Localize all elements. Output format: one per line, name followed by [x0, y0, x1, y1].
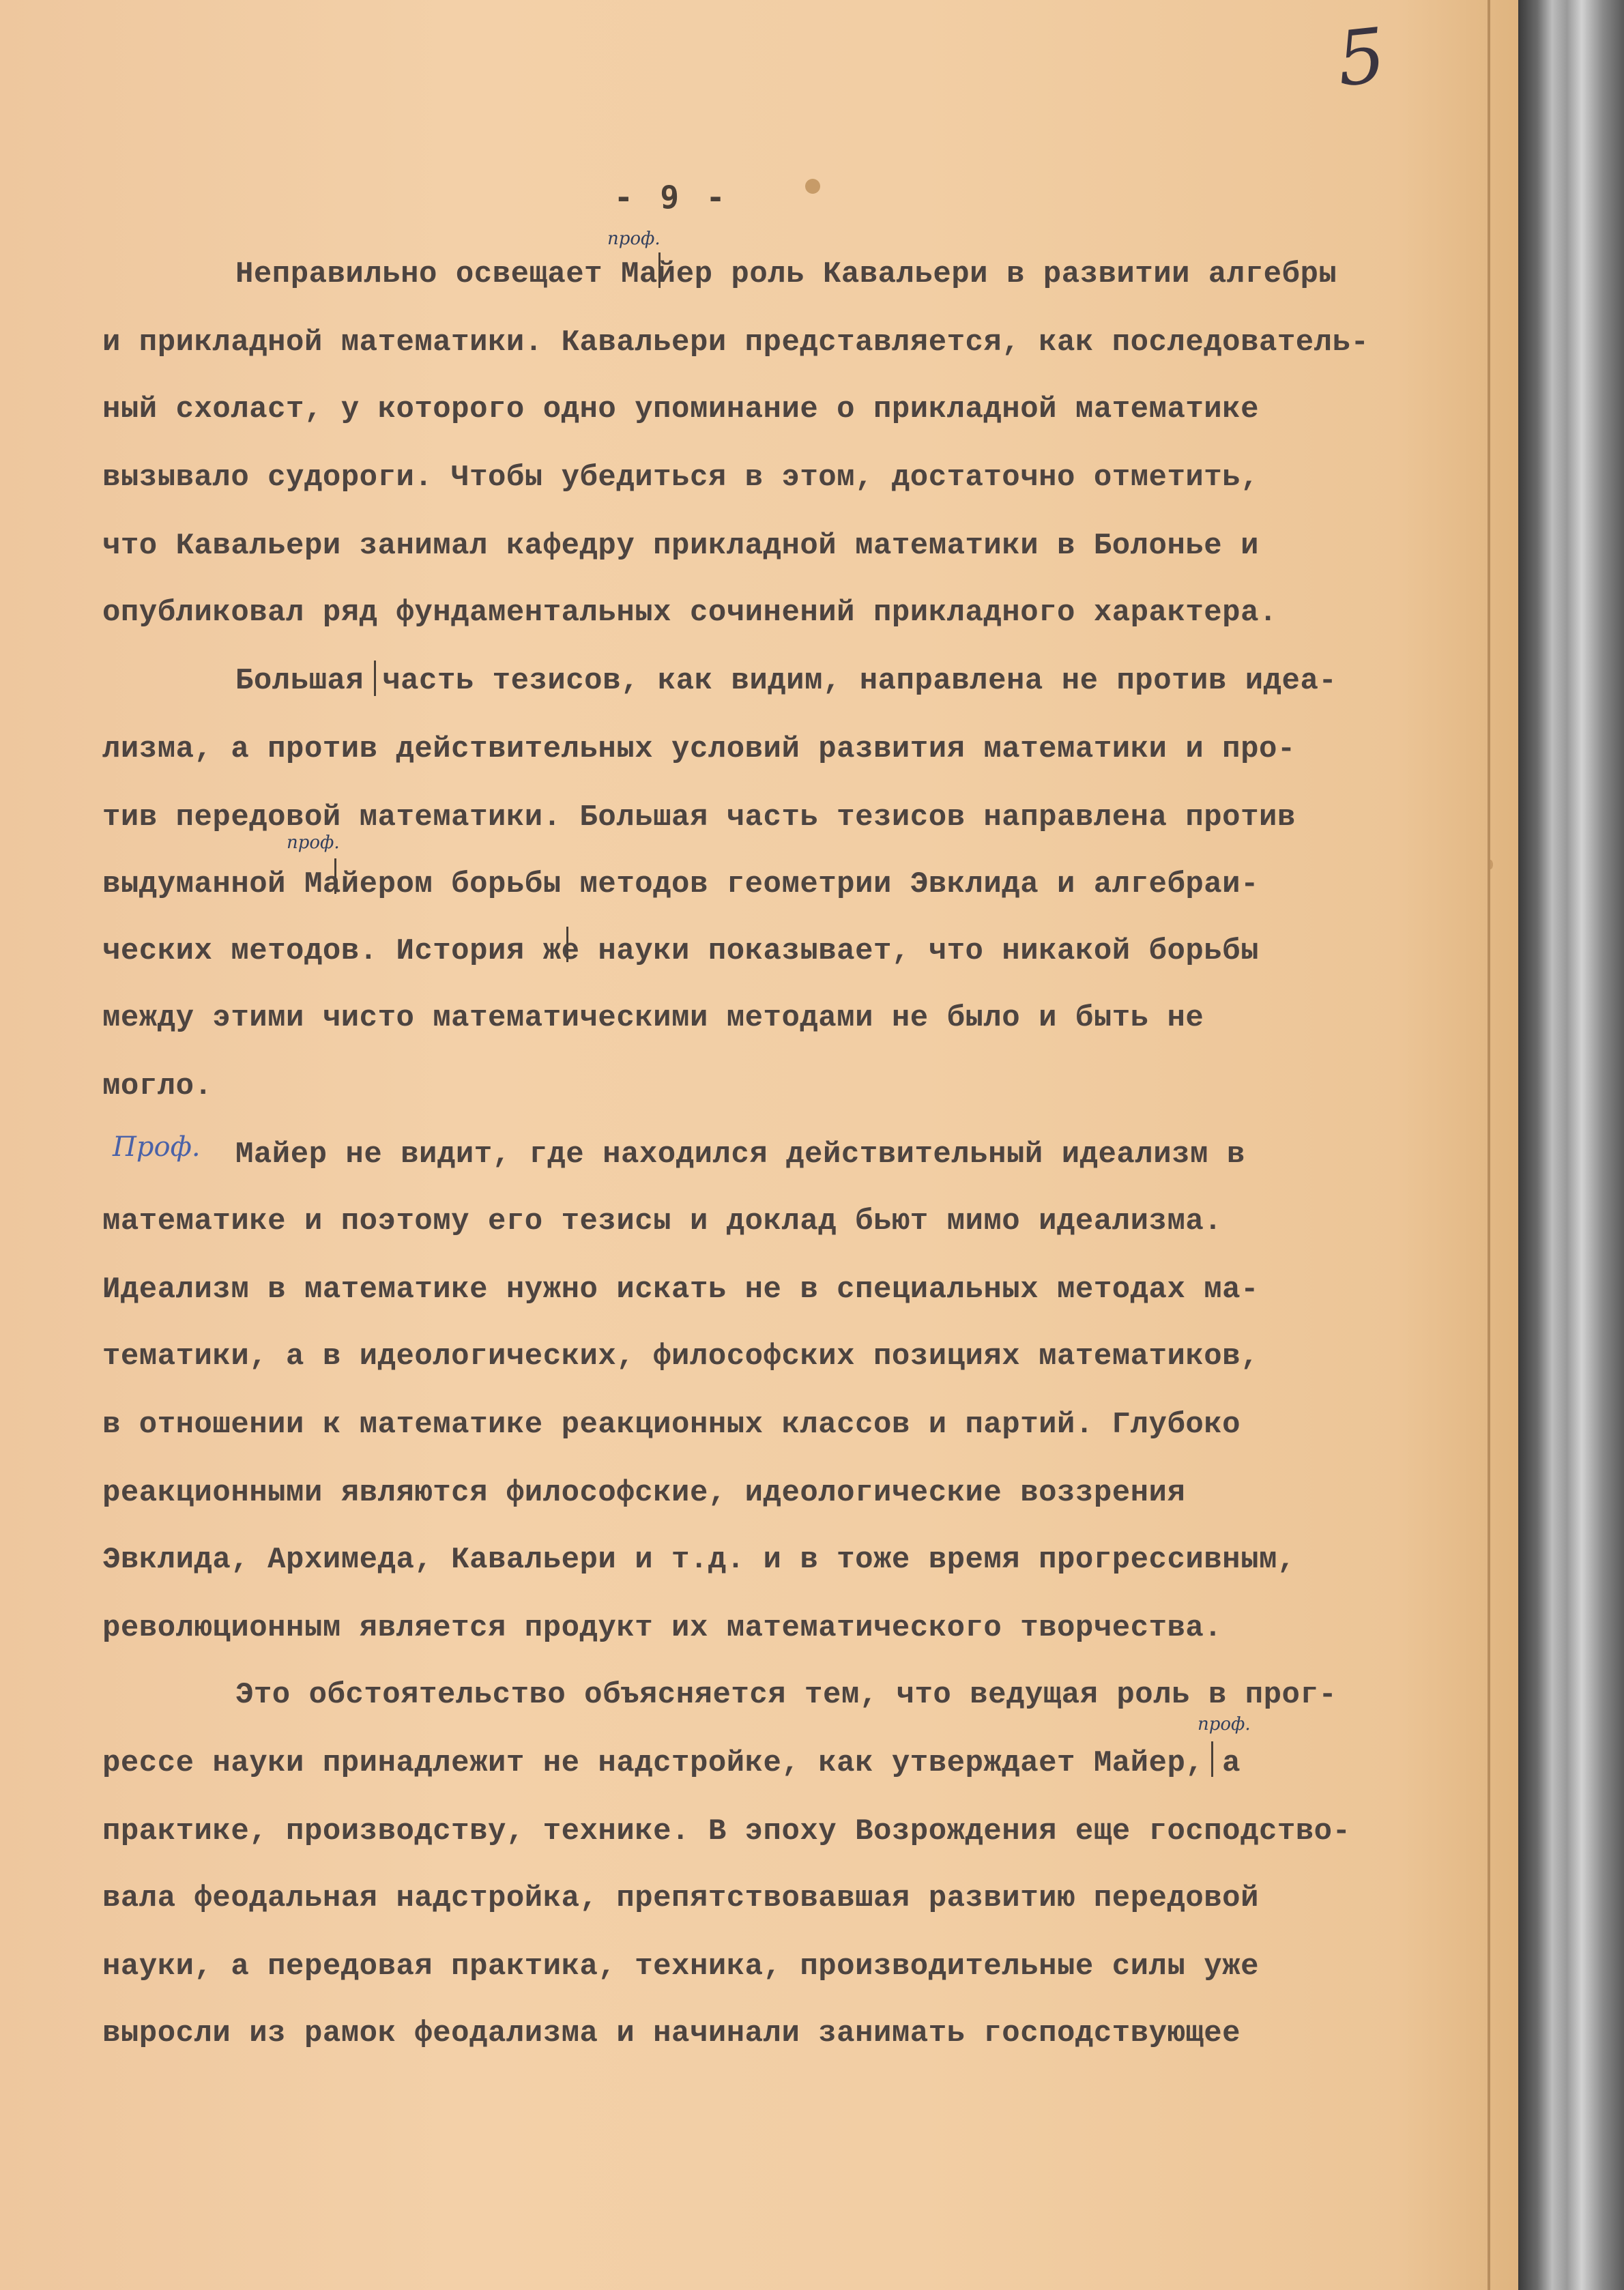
text-line: выдуманной Майером борьбы методов геометрии Эвклида и алгебраи-: [102, 867, 1259, 901]
binding-edge: [1518, 0, 1624, 2290]
handwritten-note: проф.: [287, 832, 340, 853]
paper-spot: [805, 179, 820, 194]
text-line: математике и поэтому его тезисы и доклад бьют мимо идеализма.: [102, 1204, 1223, 1238]
text-line: могло.: [102, 1069, 213, 1103]
text-line: науки, а передовая практика, техника, производительные силы уже: [102, 1950, 1259, 1984]
text-line: Идеализм в математике нужно искать не в специальных методах ма-: [102, 1273, 1259, 1307]
text-line: революционным является продукт их математического творчества.: [102, 1611, 1223, 1645]
page-fold-line: [1488, 0, 1490, 2290]
text-line: Это обстоятельство объясняется тем, что ведущая роль в прог-: [235, 1678, 1337, 1712]
text-line: и прикладной математики. Кавальери представляется, как последователь-: [102, 325, 1369, 360]
text-line: реакционными являются философские, идеологические воззрения: [102, 1476, 1186, 1510]
archive-page-number: 5: [1333, 11, 1390, 104]
text-line: Эвклида, Архимеда, Кавальери и т.д. и в тоже время прогрессивным,: [102, 1543, 1296, 1577]
text-line: вызывало судороги. Чтобы убедиться в этом, достаточно отметить,: [102, 461, 1259, 495]
text-line: вала феодальная надстройка, препятствовавшая развитию передовой: [102, 1881, 1259, 1915]
text-line: между этими чисто математическими методами не было и быть не: [102, 1001, 1204, 1035]
text-line: Неправильно освещает Майер роль Кавальери в развитии алгебры: [235, 257, 1337, 291]
text-line: опубликовал ряд фундаментальных сочинений прикладного характера.: [102, 596, 1277, 630]
text-line: в отношении к математике реакционных классов и партий. Глубоко: [102, 1408, 1241, 1442]
text-line: Большая часть тезисов, как видим, направлена не против идеа-: [235, 664, 1337, 698]
text-line: тематики, а в идеологических, философских позициях математиков,: [102, 1339, 1259, 1374]
handwritten-note: проф.: [607, 229, 661, 249]
text-line: что Кавальери занимал кафедру прикладной математики в Болонье и: [102, 529, 1259, 563]
page-number: - 9 -: [614, 179, 729, 216]
text-line: практике, производству, технике. В эпоху Возрождения еще господство-: [102, 1814, 1351, 1849]
text-line: ческих методов. История же науки показывает, что никакой борьбы: [102, 934, 1259, 968]
text-line: ный схоласт, у которого одно упоминание о прикладной математике: [102, 392, 1259, 426]
handwritten-note: Проф.: [113, 1131, 201, 1163]
text-line: тив передовой математики. Большая часть тезисов направлена против: [102, 800, 1296, 835]
text-line: Майер не видит, где находился действительный идеализм в: [235, 1137, 1245, 1172]
text-line: рессе науки принадлежит не надстройке, как утверждает Майер, а: [102, 1746, 1241, 1780]
text-line: лизма, а против действительных условий развития математики и про-: [102, 732, 1296, 766]
handwritten-note: проф.: [1198, 1714, 1251, 1735]
text-line: выросли из рамок феодализма и начинали занимать господствующее: [102, 2016, 1241, 2050]
